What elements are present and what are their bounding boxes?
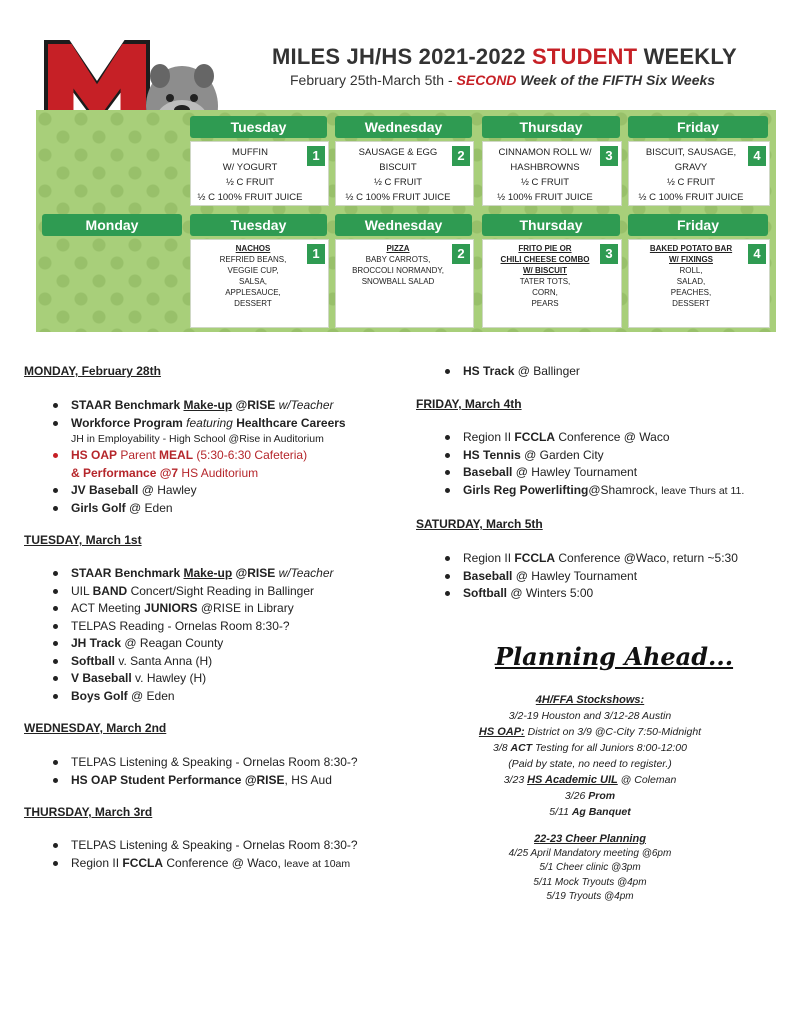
lunch-header-monday: Monday [42,214,182,236]
event-item: Baseball @ Hawley Tournament [416,464,744,482]
planning-events: 4H/FFA Stockshows: 3/2-19 Houston and 3/12-28 Austin HS OAP: District on 3/9 @C-City 7:50-Midnight 3/8 ACT Testing for all Juniors 8:00-12:00 (Paid by state, no need to register.) 3/23 HS Academic UIL @ Coleman 3/26 Prom 5/11 Ag Banquet [478,694,702,818]
event-item: HS Tennis @ Garden City [416,447,744,465]
breakfast-header-wednesday: Wednesday [335,116,472,138]
breakfast-header-friday: Friday [628,116,768,138]
lunch-card-tuesday [190,239,329,328]
day-number: 3 [600,146,618,166]
event-item: TELPAS Reading - Ornelas Room 8:30-? [24,618,333,636]
page-title: MILES JH/HS 2021-2022 STUDENT WEEKLY [272,44,737,69]
day-number: 2 [452,244,470,264]
breakfast-card-tuesday [190,141,329,206]
event-item: HS Track @ Ballinger [416,363,580,381]
event-item: Girls Golf @ Eden [24,500,346,518]
page-subtitle: February 25th-March 5th - SECOND Week of the FIFTH Six Weeks [290,72,716,88]
lunch-card-thursday [482,239,622,328]
day-number: 1 [307,244,325,264]
wednesday-events [24,754,358,789]
breakfast-header-thursday: Thursday [482,116,620,138]
breakfast-items: MUFFIN W/ YOGURT ½ C FRUIT ½ C 100% FRUIT JUICE [197,147,303,203]
day-number: 3 [600,244,618,264]
thursday-title: THURSDAY, March 3rd [24,805,153,819]
breakfast-header-tuesday: Tuesday [190,116,327,138]
event-item: JV Baseball @ Hawley [24,482,346,500]
event-item: Boys Golf @ Eden [24,688,333,706]
saturday-title: SATURDAY, March 5th [416,517,543,531]
breakfast-card-wednesday [335,141,474,206]
monday-events [24,397,346,517]
lunch-items: BAKED POTATO BAR W/ FIXINGS ROLL, SALAD, PEACHES, DESSERT [649,244,733,308]
wednesday-title: WEDNESDAY, March 2nd [24,721,167,735]
tuesday-title: TUESDAY, March 1st [24,533,142,547]
breakfast-items: SAUSAGE & EGG BISCUIT ½ C FRUIT ½ C 100% FRUIT JUICE [345,147,451,203]
saturday-events [416,550,738,603]
event-item: HS OAP Parent MEAL (5:30-6:30 Cafeteria) & Performance @7 HS Auditorium [24,447,346,482]
event-item: Region II FCCLA Conference @Waco, return ~5:30 [416,550,738,568]
event-item: JH Track @ Reagan County [24,635,333,653]
friday-events [416,429,744,500]
event-item: TELPAS Listening & Speaking - Ornelas Room 8:30-? [24,754,358,772]
event-item: STAAR Benchmark Make-up @RISE w/Teacher [24,397,346,415]
day-number: 1 [307,146,325,166]
event-item: TELPAS Listening & Speaking - Ornelas Room 8:30-? [24,837,358,855]
lunch-header-friday: Friday [628,214,768,236]
cheer-planning: 22-23 Cheer Planning 4/25 April Mandatory meeting @6pm 5/1 Cheer clinic @3pm 5/11 Mock Tryouts @4pm 5/19 Tryouts @4pm [508,833,672,902]
event-item: UIL BAND Concert/Sight Reading in Ballinger [24,583,333,601]
event-item: STAAR Benchmark Make-up @RISE w/Teacher [24,565,333,583]
event-item: Region II FCCLA Conference @ Waco, leave at 10am [24,855,358,874]
breakfast-items: CINNAMON ROLL W/ HASHBROWNS ½ C FRUIT ½ 100% FRUIT JUICE [497,147,593,203]
event-item: Workforce Program featuring Healthcare Careers JH in Employability - High School @Rise in Auditorium [24,415,346,448]
event-item: Softball @ Winters 5:00 [416,585,738,603]
lunch-items: NACHOS REFRIED BEANS, VEGGIE CUP, SALSA, APPLESAUCE, DESSERT [219,244,287,308]
event-item: Baseball @ Hawley Tournament [416,568,738,586]
planning-ahead-title: Planning Ahead... [495,642,734,671]
day-number: 2 [452,146,470,166]
event-item: V Baseball v. Hawley (H) [24,670,333,688]
lunch-items: FRITO PIE OR CHILI CHEESE COMBO W/ BISCUIT TATER TOTS, CORN, PEARS [500,244,590,308]
continued-events [416,363,580,381]
lunch-card-wednesday [335,239,474,328]
event-item: Region II FCCLA Conference @ Waco [416,429,744,447]
friday-title: FRIDAY, March 4th [416,397,522,411]
lunch-header-tuesday: Tuesday [190,214,327,236]
event-item: Girls Reg Powerlifting@Shamrock, leave Thurs at 11. [416,482,744,501]
event-item: HS OAP Student Performance @RISE, HS Aud [24,772,358,790]
event-item: Softball v. Santa Anna (H) [24,653,333,671]
monday-title: MONDAY, February 28th [24,364,161,378]
thursday-events [24,837,358,873]
breakfast-card-thursday [482,141,622,206]
lunch-card-friday [628,239,770,328]
event-item: ACT Meeting JUNIORS @RISE in Library [24,600,333,618]
day-number: 4 [748,244,766,264]
breakfast-card-friday [628,141,770,206]
lunch-items: PIZZA BABY CARROTS, BROCCOLI NORMANDY, SNOWBALL SALAD [352,244,444,286]
lunch-header-thursday: Thursday [482,214,620,236]
breakfast-items: BISCUIT, SAUSAGE, GRAVY ½ C FRUIT ½ C 100% FRUIT JUICE [638,147,744,203]
tuesday-events [24,565,333,705]
lunch-header-wednesday: Wednesday [335,214,472,236]
day-number: 4 [748,146,766,166]
